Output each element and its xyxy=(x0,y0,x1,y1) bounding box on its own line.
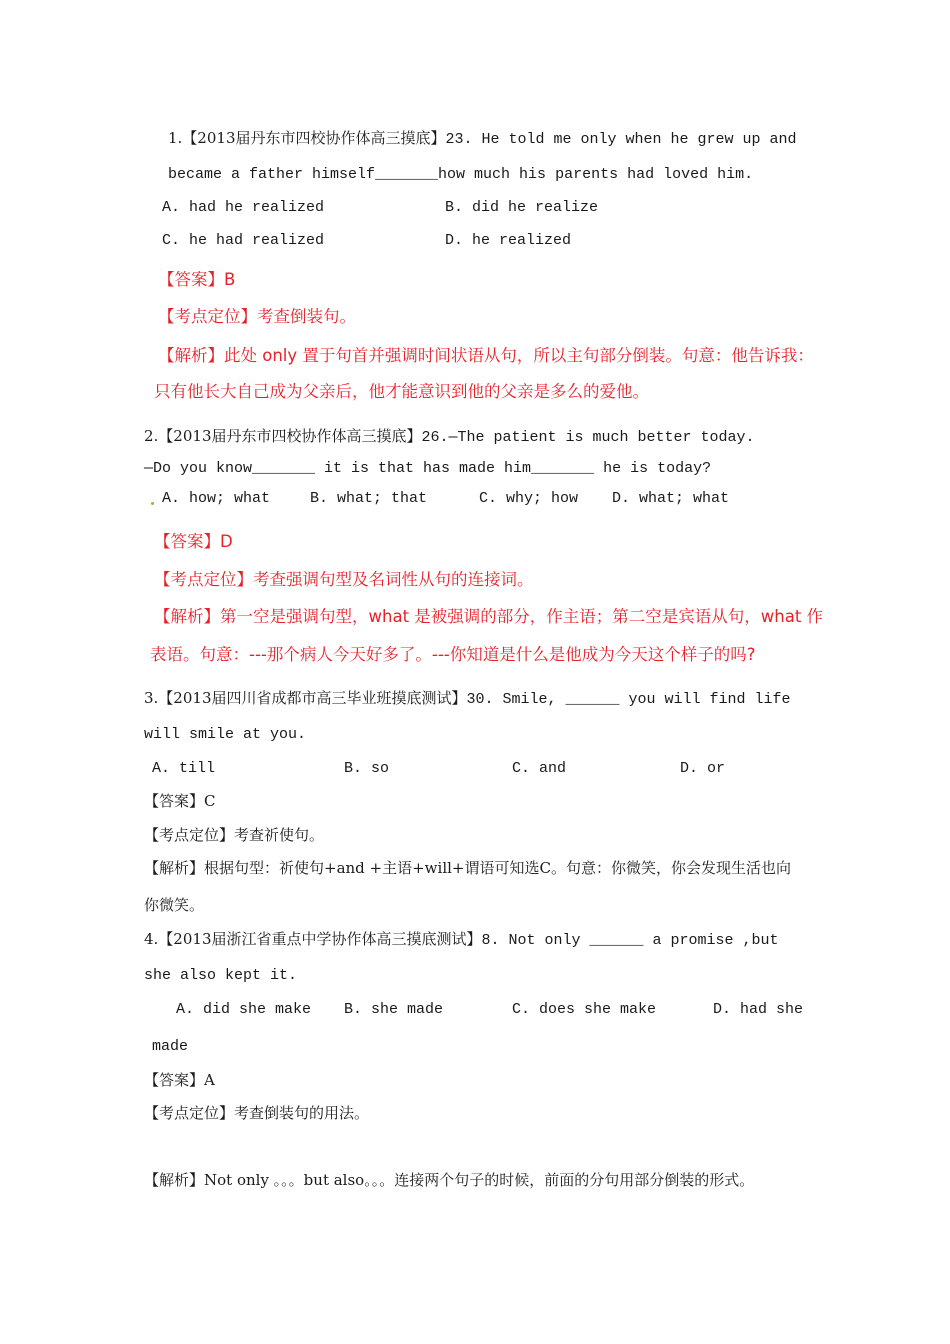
q4-option-d-continued: made xyxy=(152,1038,189,1055)
q1-source: 1.【2013届丹东市四校协作体高三摸底】 xyxy=(168,129,446,147)
q3-source: 3.【2013届四川省成都市高三毕业班摸底测试】 xyxy=(144,689,467,707)
q3-option-a: A. till xyxy=(152,760,216,777)
q2-analysis-line2: 表语。句意：---那个病人今天好多了。---你知道是什么是他成为今天这个样子的吗? xyxy=(150,645,756,664)
q2-option-d: D. what; what xyxy=(612,490,730,507)
q2-stem-a: 26.—The patient is much better today. xyxy=(421,429,755,446)
q4-source: 4.【2013届浙江省重点中学协作体高三摸底测试】 xyxy=(144,930,482,948)
q2-option-a: A. how; what xyxy=(162,490,271,507)
q4-answer: 【答案】A xyxy=(144,1071,215,1089)
q4-option-c: C. does she make xyxy=(512,1001,657,1018)
q1-option-c: C. he had realized xyxy=(162,232,325,249)
q4-option-a: A. did she make xyxy=(176,1001,312,1018)
q4-stem-line1 xyxy=(144,929,779,951)
q2-option-b: B. what; that xyxy=(310,490,428,507)
q4-analysis-text: 【解析】Not only 。。。but also。。。连接两个句子的时候，前面的分句用部分倒装的形式。 xyxy=(144,1171,755,1189)
q1-option-b: B. did he realize xyxy=(445,199,599,216)
q4-point: 【考点定位】考查倒装句的用法。 xyxy=(144,1104,370,1122)
q1-option-a: A. had he realized xyxy=(162,199,325,216)
q3-stem-line2: will smile at you. xyxy=(144,726,307,743)
q3-option-d: D. or xyxy=(680,760,726,777)
q1-stem-line2: became a father himself_______how much his parents had loved him. xyxy=(168,166,754,183)
q1-option-d: D. he realized xyxy=(445,232,572,249)
q2-analysis-line1: 【解析】第一空是强调句型，what 是被强调的部分，作主语；第二空是宾语从句，what 作 xyxy=(154,607,824,626)
q3-analysis-line1: 【解析】根据句型：祈使句+and +主语+will+谓语可知选C。句意：你微笑，你会发现生活也向 xyxy=(144,859,791,877)
q2-source: 2.【2013届丹东市四校协作体高三摸底】 xyxy=(144,427,422,445)
q3-option-b: B. so xyxy=(344,760,390,777)
q3-answer: 【答案】C xyxy=(144,792,216,810)
q4-option-d: D. had she xyxy=(713,1001,804,1018)
q4-option-b: B. she made xyxy=(344,1001,444,1018)
q4-stem-a: 8. Not only ______ a promise ,but xyxy=(481,932,779,949)
q3-point: 【考点定位】考查祈使句。 xyxy=(144,826,325,844)
q2-point: 【考点定位】考查强调句型及名词性从句的连接词。 xyxy=(154,570,534,589)
q1-stem-line1 xyxy=(168,128,797,150)
q3-option-c: C. and xyxy=(512,760,567,777)
q3-analysis-line2: 你微笑。 xyxy=(144,896,205,914)
q3-stem-line1 xyxy=(144,688,791,710)
q2-answer: 【答案】D xyxy=(154,532,233,551)
q2-stem-line2: —Do you know_______ it is that has made him_______ he is today? xyxy=(144,460,712,477)
q3-stem-a: 30. Smile, ______ you will find life xyxy=(466,691,791,708)
q4-analysis-line1 xyxy=(144,1170,754,1190)
q1-stem-a: 23. He told me only when he grew up and xyxy=(445,131,797,148)
q1-analysis-line2: 只有他长大自己成为父亲后，他才能意识到他的父亲是多么的爱他。 xyxy=(154,382,649,401)
q4-stem-line2: she also kept it. xyxy=(144,967,298,984)
q2-option-c: C. why; how xyxy=(479,490,579,507)
q2-stem-line1 xyxy=(144,426,755,448)
q1-analysis-line1: 【解析】此处 only 置于句首并强调时间状语从句，所以主句部分倒装。句意：他告诉我： xyxy=(158,346,814,365)
q2-stray-dot xyxy=(151,502,154,505)
q1-answer: 【答案】B xyxy=(158,270,236,289)
q1-point: 【考点定位】考查倒装句。 xyxy=(158,307,356,326)
